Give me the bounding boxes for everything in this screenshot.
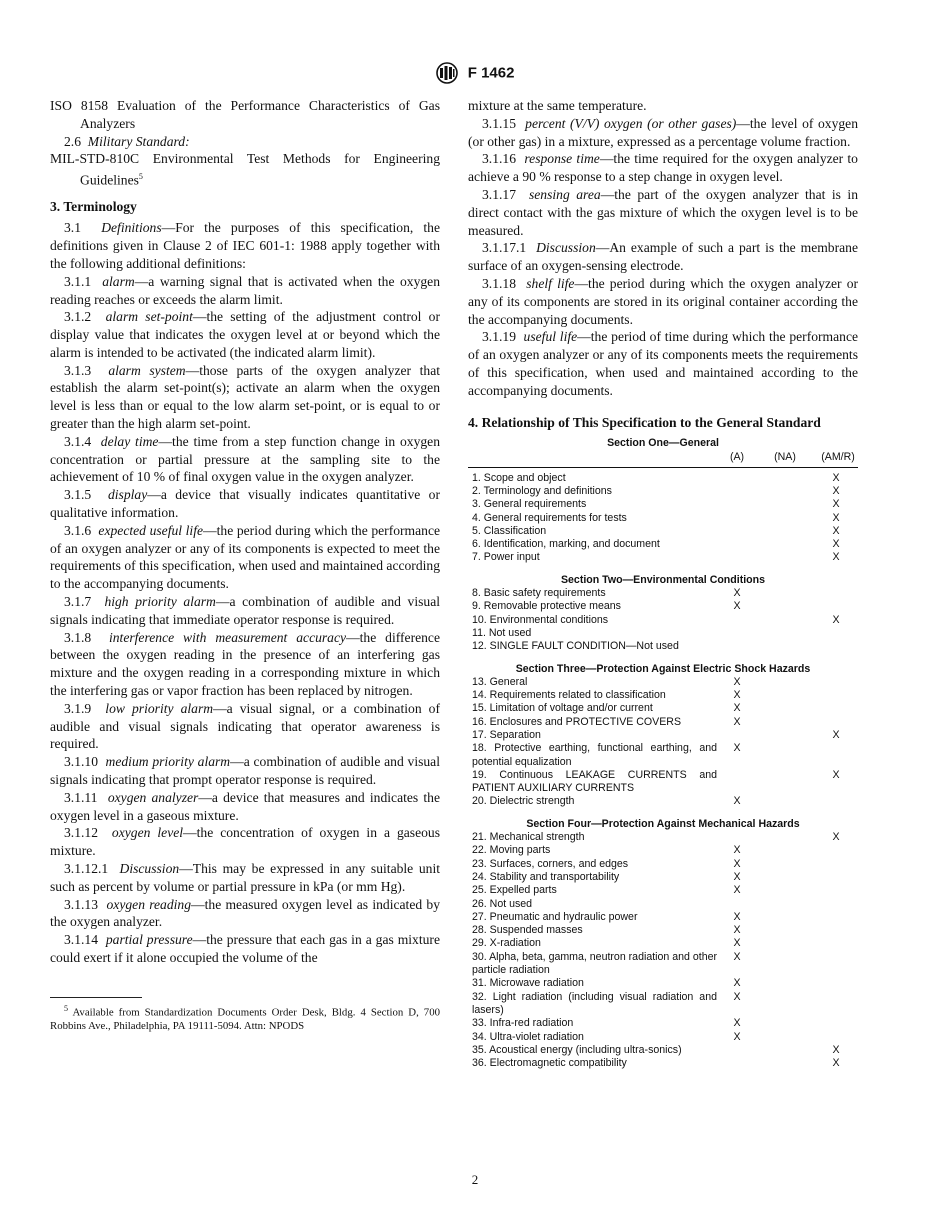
definition-3-1-10: 3.1.10 medium priority alarm—a combination of audible and visual signals indicating that prompt operator response is required.	[50, 754, 440, 788]
continued-text: mixture at the same temperature.	[468, 98, 647, 113]
astm-logo-icon	[436, 62, 458, 84]
table-mark-amr: X	[832, 538, 840, 551]
table-mark-a: X	[733, 924, 741, 937]
table-row	[468, 951, 858, 978]
table-mark-a: X	[733, 600, 741, 613]
requirements-table	[468, 437, 858, 1070]
table-rule	[468, 467, 858, 468]
table-row-label: 2. Terminology and definitions	[472, 484, 612, 497]
table-mark-a: X	[733, 910, 741, 923]
table-row	[468, 600, 858, 613]
table-row-label: 4. General requirements for tests	[472, 511, 627, 524]
table-mark-amr: X	[832, 728, 840, 741]
column-header-a: (A)	[729, 450, 745, 463]
table-row-label: 20. Dielectric strength	[472, 795, 575, 808]
table-mark-amr: X	[832, 551, 840, 564]
table-row	[468, 627, 858, 640]
definition-3-1-3: 3.1.3 alarm system—those parts of the oxygen analyzer that establish the alarm set-point(s); activate an alarm when the oxygen level is less than or equal to the low alarm set-point, or is equal to or greater than the high alarm set-point.	[50, 362, 441, 432]
table-row	[468, 911, 858, 924]
table-row-label: 10. Environmental conditions	[472, 613, 609, 626]
table-mark-a: X	[733, 702, 741, 715]
definition-3-1-9: 3.1.9 low priority alarm—a visual signal, or a combination of audible and visual signals indicating that operator awareness is required.	[50, 700, 440, 752]
table-section-2	[468, 587, 858, 653]
table-row	[468, 937, 858, 950]
table-row-label: 32. Light radiation (including visual radiation and lasers)	[472, 990, 717, 1016]
table-row-label: 16. Enclosures and PROTECTIVE COVERS	[472, 715, 682, 728]
page-number: 2	[471, 1172, 479, 1187]
table-row	[468, 742, 858, 769]
table-row	[468, 898, 858, 911]
table-mark-a: X	[733, 950, 741, 963]
table-row-label: 3. General requirements	[472, 498, 587, 511]
table-row	[468, 991, 858, 1018]
table-row-label: 24. Stability and transportability	[472, 870, 620, 883]
page-header	[0, 62, 950, 84]
table-row-label: 26. Not used	[472, 897, 533, 910]
military-standard-heading: 2.6 Military Standard:	[64, 133, 190, 149]
table-row	[468, 702, 858, 715]
table-mark-a: X	[733, 857, 741, 870]
table-mark-amr: X	[832, 471, 840, 484]
table-mark-a: X	[733, 689, 741, 702]
table-section-3	[468, 676, 858, 809]
table-row	[468, 640, 858, 653]
table-row	[468, 587, 858, 600]
section-4-heading: 4. Relationship of This Specification to the General Standard	[468, 414, 821, 430]
section-3-heading: 3. Terminology	[50, 198, 137, 214]
table-section-title: Section One—General	[607, 437, 719, 450]
table-section-1	[468, 472, 858, 565]
definition-3-1-16: 3.1.16 response time—the time required for the oxygen analyzer to achieve a 90 % response to a step change in oxygen level.	[468, 151, 858, 185]
column-header-amr: (AM/R)	[821, 450, 855, 463]
table-row-label: 5. Classification	[472, 524, 547, 537]
table-row	[468, 858, 858, 871]
table-row-label: 34. Ultra-violet radiation	[472, 1030, 584, 1043]
table-mark-a: X	[733, 937, 741, 950]
table-row	[468, 795, 858, 808]
definition-3-1: 3.1 Definitions—For the purposes of this specification, the definitions given in Clause 2 of IEC 601-1: 1988 apply together with the following additional definitions:	[50, 220, 440, 271]
definition-3-1-8: 3.1.8 interference with measurement accuracy—the difference between the oxygen reading in the presence of an interfering gas mixture and the oxygen reading in a corresponding mixture in which the interfering gas or vapor fraction has been replaced by nitrogen.	[50, 629, 440, 699]
definition-3-1-14: 3.1.14 partial pressure—the pressure that each gas in a gas mixture could exert if it alone occupied the volume of the	[50, 932, 440, 965]
mil-std-reference: MIL-STD-810C Environmental Test Methods for Engineering Guidelines$^5$	[50, 151, 440, 188]
table-row-label: 33. Infra-red radiation	[472, 1017, 574, 1030]
table-mark-amr: X	[832, 768, 840, 781]
table-row-label: 18. Protective earthing, functional earthing, and potential equalization	[472, 742, 717, 768]
table-mark-a: X	[733, 587, 741, 600]
table-row-label: 35. Acoustical energy (including ultra-sonics)	[472, 1043, 682, 1056]
table-row	[468, 538, 858, 551]
table-row	[468, 525, 858, 538]
table-row-label: 8. Basic safety requirements	[472, 587, 606, 600]
definition-3-1-7: 3.1.7 high priority alarm—a combination of audible and visual signals indicating that immediate operator response is required.	[50, 594, 441, 627]
table-row-label: 21. Mechanical strength	[472, 831, 585, 844]
table-row-label: 11. Not used	[472, 626, 532, 639]
table-row	[468, 977, 858, 990]
table-row-label: 13. General	[472, 675, 528, 688]
table-mark-a: X	[733, 990, 741, 1003]
table-row	[468, 769, 858, 796]
definition-3-1-17-1: 3.1.17.1 Discussion—An example of such a part is the membrane surface of an oxygen-sensing electrode.	[468, 240, 858, 274]
definition-3-1-17: 3.1.17 sensing area—the part of the oxygen analyzer that is in direct contact with the gas mixture of which the oxygen level is to be measured.	[468, 186, 859, 238]
table-row	[468, 831, 858, 844]
table-row	[468, 551, 858, 564]
table-row	[468, 472, 858, 485]
table-row	[468, 844, 858, 857]
definition-3-1-4: 3.1.4 delay time—the time from a step function change in oxygen concentration or partial pressure at the sampling site to the achievement of 10 % of final oxygen value in the oxygen analyzer.	[50, 433, 440, 485]
table-row-label: 9. Removable protective means	[472, 600, 621, 613]
table-row	[468, 924, 858, 937]
table-row-label: 19. Continuous LEAKAGE CURRENTS and PATIENT AUXILIARY CURRENTS	[472, 768, 717, 795]
table-row-label: 17. Separation	[472, 728, 541, 741]
table-mark-a: X	[733, 742, 741, 755]
column-header-na: (NA)	[774, 450, 796, 463]
table-row	[468, 498, 858, 511]
table-row	[468, 1017, 858, 1030]
table-row-label: 22. Moving parts	[472, 844, 551, 857]
table-row	[468, 485, 858, 498]
table-row-label: 27. Pneumatic and hydraulic power	[472, 910, 638, 923]
definition-3-1-19: 3.1.19 useful life—the period of time during which the performance of an oxygen analyzer or any of its components meets the requirements of this specification, when used and maintained according to the accompanying documents.	[468, 329, 859, 398]
table-row-label: 6. Identification, marking, and document	[472, 538, 660, 551]
table-mark-a: X	[733, 884, 741, 897]
table-mark-a: X	[733, 977, 741, 990]
table-section-title: Section Two—Environmental Conditions	[560, 573, 766, 586]
designation: F 1462	[467, 64, 515, 82]
table-mark-amr: X	[832, 498, 840, 511]
table-mark-a: X	[733, 675, 741, 688]
table-mark-a: X	[733, 715, 741, 728]
table-row-label: 28. Suspended masses	[472, 924, 583, 937]
footnote-divider	[50, 997, 142, 998]
table-column-headers	[468, 451, 858, 465]
table-mark-a: X	[733, 844, 741, 857]
definition-3-1-12: 3.1.12 oxygen level—the concentration of oxygen in a gaseous mixture.	[50, 825, 441, 859]
table-section-4	[468, 831, 858, 1070]
table-row	[468, 729, 858, 742]
table-mark-amr: X	[832, 613, 840, 626]
table-mark-amr: X	[832, 1043, 840, 1056]
table-row-label: 7. Power input	[472, 551, 540, 564]
definition-3-1-11: 3.1.11 oxygen analyzer—a device that measures and indicates the oxygen level in a gaseous mixture.	[50, 789, 440, 823]
table-row	[468, 1044, 858, 1057]
table-section-title: Section Four—Protection Against Mechanical Hazards	[526, 817, 800, 830]
table-row	[468, 689, 858, 702]
table-mark-a: X	[733, 870, 741, 883]
definition-3-1-15: 3.1.15 percent (V/V) oxygen (or other gases)—the level of oxygen (or other gas) in a mixture, expressed as a percentage volume fraction.	[468, 115, 859, 149]
table-row-label: 1. Scope and object	[472, 471, 566, 484]
table-row-label: 12. SINGLE FAULT CONDITION—Not used	[472, 640, 679, 653]
table-row	[468, 1031, 858, 1044]
footnote: $^5$ Available from Standardization Documents Order Desk, Bldg. 4 Section D, 700 Robbins Ave., Philadelphia, PA 19111-5094. Attn: NPODS	[50, 1003, 441, 1033]
table-mark-amr: X	[832, 1057, 840, 1070]
table-mark-amr: X	[832, 484, 840, 497]
table-row	[468, 884, 858, 897]
table-row-label: 15. Limitation of voltage and/or current	[472, 702, 653, 715]
table-mark-amr: X	[832, 524, 840, 537]
definition-3-1-6: 3.1.6 expected useful life—the period during which the performance of an oxygen analyzer or any of its components is expected to meet the requirements of this specification, when used and maintained according to the accompanying documents.	[50, 522, 441, 592]
definition-3-1-12-1: 3.1.12.1 Discussion—This may be expressed in any suitable unit such as percent by volume or partial pressure in kPa (or mm Hg).	[50, 861, 441, 894]
table-row-label: 25. Expelled parts	[472, 884, 557, 897]
definition-3-1-1: 3.1.1 alarm—a warning signal that is activated when the oxygen reading reaches or exceeds the alarm limit.	[50, 273, 440, 307]
table-row-label: 23. Surfaces, corners, and edges	[472, 857, 629, 870]
table-row	[468, 676, 858, 689]
definition-3-1-18: 3.1.18 shelf life—the period during which the oxygen analyzer or any of its components are stored in its original container according the the accompanying documents.	[468, 275, 859, 327]
iso-reference: ISO 8158 Evaluation of the Performance Characteristics of Gas Analyzers	[50, 98, 440, 131]
table-section-title: Section Three—Protection Against Electric Shock Hazards	[515, 662, 811, 675]
table-row-label: 30. Alpha, beta, gamma, neutron radiation and other particle radiation	[472, 950, 718, 977]
table-row	[468, 716, 858, 729]
table-row	[468, 614, 858, 627]
table-row	[468, 871, 858, 884]
table-mark-amr: X	[832, 831, 840, 844]
definition-3-1-5: 3.1.5 display—a device that visually indicates quantitative or qualitative information.	[50, 487, 440, 521]
table-row-label: 29. X-radiation	[472, 937, 541, 950]
table-mark-amr: X	[832, 511, 840, 524]
table-mark-a: X	[733, 795, 741, 808]
table-row-label: 36. Electromagnetic compatibility	[472, 1057, 627, 1070]
right-column	[468, 97, 858, 1070]
table-row	[468, 1057, 858, 1070]
table-mark-a: X	[733, 1017, 741, 1030]
table-row-label: 14. Requirements related to classification	[472, 689, 666, 702]
left-column	[50, 97, 440, 1033]
table-row-label: 31. Microwave radiation	[472, 977, 584, 990]
definition-3-1-2: 3.1.2 alarm set-point—the setting of the adjustment control or display value that indicates the oxygen level at or beyond which the alarm is intended to be activated (the indicated alarm limit).	[50, 309, 440, 360]
table-mark-a: X	[733, 1030, 741, 1043]
definition-3-1-13: 3.1.13 oxygen reading—the measured oxygen level as indicated by the oxygen analyzer.	[50, 896, 440, 930]
table-row	[468, 512, 858, 525]
